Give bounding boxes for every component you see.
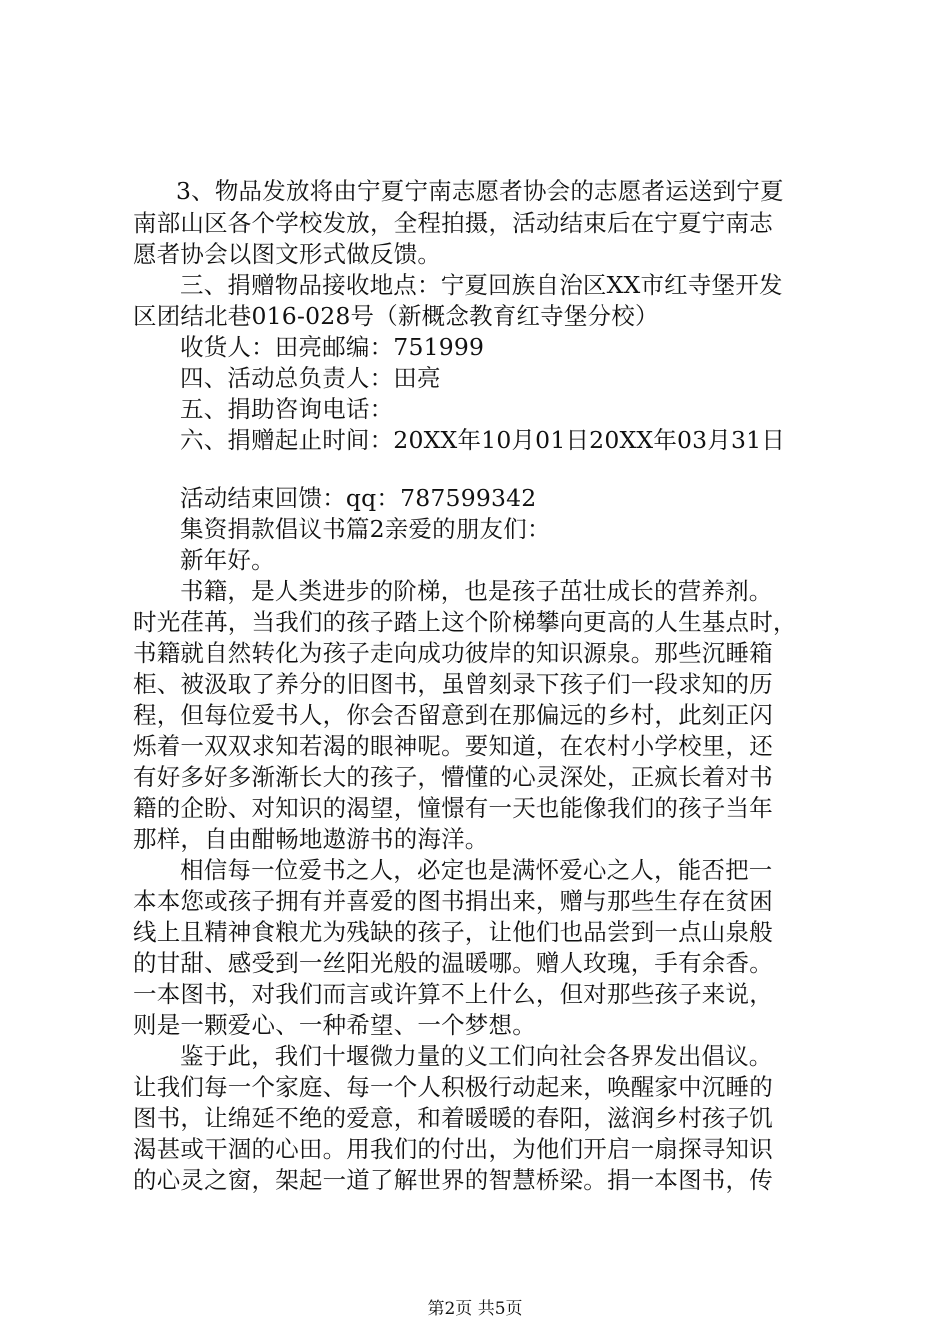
text-line: 烁着一双双求知若渴的眼神呢。要知道，在农村小学校里，还 bbox=[133, 732, 773, 760]
text-line: 区团结北巷016-028号（新概念教育红寺堡分校） bbox=[133, 302, 659, 330]
text-line: 程，但每位爱书人，你会否留意到在那偏远的乡村，此刻正闪 bbox=[133, 701, 773, 729]
text-line: 六、捐赠起止时间：20XX年10月01日20XX年03月31日 bbox=[180, 426, 786, 454]
text-line: 相信每一位爱书之人，必定也是满怀爱心之人，能否把一 bbox=[180, 856, 773, 884]
text-line: 四、活动总负责人：田亮 bbox=[180, 364, 441, 392]
text-line: 线上且精神食粮尤为残缺的孩子，让他们也品尝到一点山泉般 bbox=[133, 918, 773, 946]
text-line: 活动结束回馈：qq：787599342 bbox=[180, 484, 537, 512]
text-line: 一本图书，对我们而言或许算不上什么，但对那些孩子来说， bbox=[133, 980, 773, 1008]
text-line: 3、物品发放将由宁夏宁南志愿者协会的志愿者运送到宁夏 bbox=[176, 177, 784, 205]
text-line: 籍的企盼、对知识的渴望，憧憬有一天也能像我们的孩子当年 bbox=[133, 794, 773, 822]
text-line: 书籍就自然转化为孩子走向成功彼岸的知识源泉。那些沉睡箱 bbox=[133, 639, 773, 667]
text-line: 时光荏苒，当我们的孩子踏上这个阶梯攀向更高的人生基点时， bbox=[133, 608, 797, 636]
text-line: 让我们每一个家庭、每一个人积极行动起来，唤醒家中沉睡的 bbox=[133, 1073, 773, 1101]
text-line: 柜、被汲取了养分的旧图书，虽曾刻录下孩子们一段求知的历 bbox=[133, 670, 773, 698]
text-line: 渴甚或干涸的心田。用我们的付出，为他们开启一扇探寻知识 bbox=[133, 1135, 773, 1163]
text-line: 鉴于此，我们十堰微力量的义工们向社会各界发出倡议。 bbox=[180, 1042, 773, 1070]
text-line: 三、捐赠物品接收地点：宁夏回族自治区XX市红寺堡开发 bbox=[180, 271, 783, 299]
text-line: 书籍，是人类进步的阶梯，也是孩子茁壮成长的营养剂。 bbox=[180, 577, 773, 605]
text-line: 本本您或孩子拥有并喜爱的图书捐出来，赠与那些生存在贫困 bbox=[133, 887, 773, 915]
text-line: 的心灵之窗，架起一道了解世界的智慧桥梁。捐一本图书，传 bbox=[133, 1166, 773, 1194]
text-line: 则是一颗爱心、一种希望、一个梦想。 bbox=[133, 1011, 536, 1039]
text-line: 愿者协会以图文形式做反馈。 bbox=[133, 240, 442, 268]
text-line: 新年好。 bbox=[180, 546, 275, 574]
page-footer: 第2页 共5页 bbox=[427, 1299, 523, 1319]
text-line: 收货人：田亮邮编：751999 bbox=[180, 333, 485, 361]
text-line: 图书，让绵延不绝的爱意，和着暖暖的春阳，滋润乡村孩子饥 bbox=[133, 1104, 773, 1132]
text-line: 那样，自由酣畅地遨游书的海洋。 bbox=[133, 825, 489, 853]
text-line: 有好多好多渐渐长大的孩子，懵懂的心灵深处，正疯长着对书 bbox=[133, 763, 773, 791]
text-line: 南部山区各个学校发放，全程拍摄，活动结束后在宁夏宁南志 bbox=[133, 209, 773, 237]
text-line: 集资捐款倡议书篇2亲爱的朋友们： bbox=[180, 515, 551, 543]
text-line: 的甘甜、感受到一丝阳光般的温暖哪。赠人玫瑰，手有余香。 bbox=[133, 949, 773, 977]
text-line: 五、捐助咨询电话： bbox=[180, 395, 394, 423]
